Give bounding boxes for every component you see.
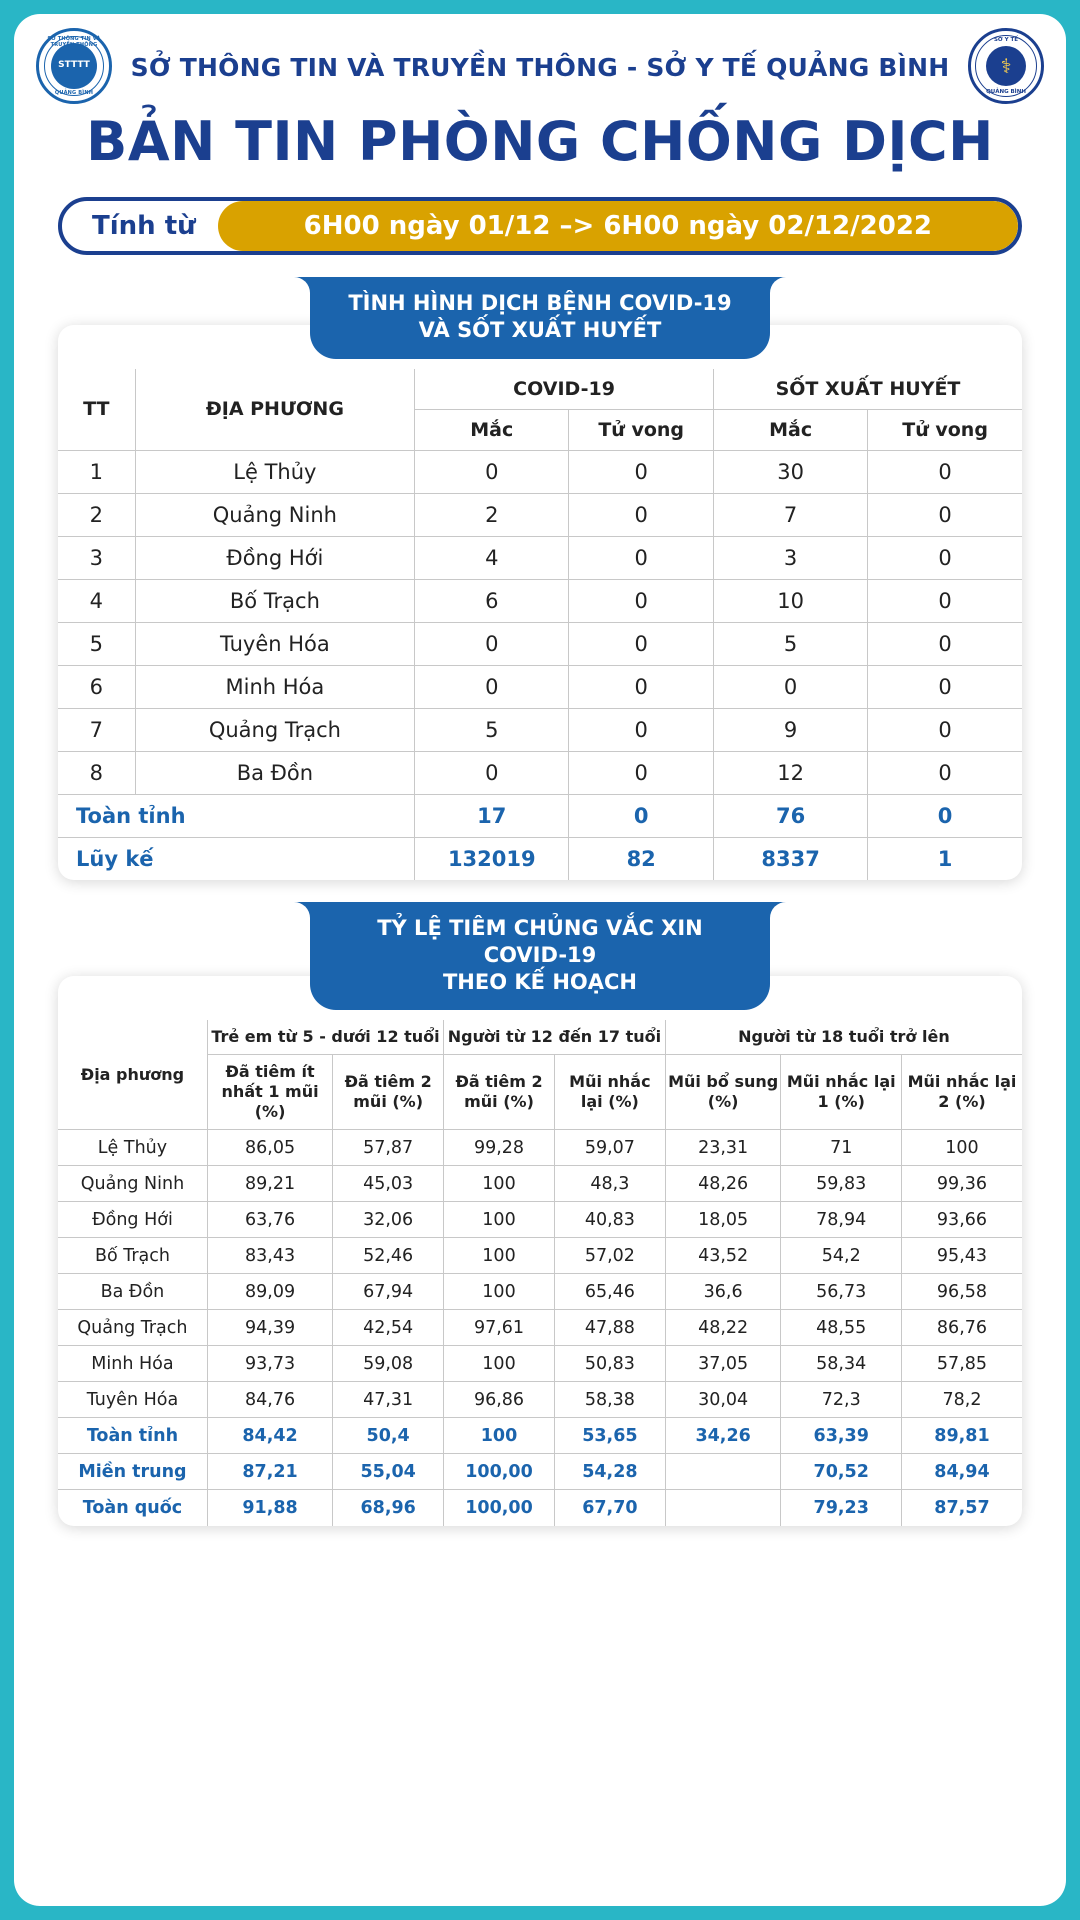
cell-locality: Tuyên Hóa: [58, 1382, 207, 1418]
cell-covid-deaths: 0: [569, 450, 714, 493]
bulletin-page: [14, 14, 1066, 1906]
table-header-row: [58, 369, 1022, 410]
cell-children-dose2: 45,03: [333, 1166, 444, 1202]
cell-adults-booster1: 71: [781, 1130, 902, 1166]
medical-caduceus-icon: ⚕: [986, 46, 1026, 86]
cell-locality: Quảng Ninh: [135, 493, 415, 536]
table-row-total-province: [58, 794, 1022, 837]
table-row: [58, 536, 1022, 579]
table-header-row: [58, 1020, 1022, 1055]
table-row-total-province: [58, 1418, 1022, 1454]
so-thong-tin-truyen-thong-logo: [36, 28, 112, 104]
cell-teens-dose2: 99,28: [444, 1130, 555, 1166]
cell-covid-cases: 2: [415, 493, 569, 536]
section1-banner-line2: VÀ SỐT XUẤT HUYẾT: [418, 317, 662, 342]
cell-teens-dose2: 100: [444, 1418, 555, 1454]
cell-adults-booster1: 54,2: [781, 1238, 902, 1274]
banner-notch-right: [770, 902, 796, 930]
cell-teens-booster: 48,3: [554, 1166, 665, 1202]
cell-children-dose1: 84,42: [207, 1418, 332, 1454]
th-group-children: Trẻ em từ 5 - dưới 12 tuổi: [207, 1020, 443, 1055]
table-row: [58, 450, 1022, 493]
cell-adults-additional: 36,6: [665, 1274, 781, 1310]
bottom-spacer: [14, 1526, 1066, 1906]
cell-teens-booster: 58,38: [554, 1382, 665, 1418]
cell-adults-booster2: 95,43: [901, 1238, 1022, 1274]
cell-adults-booster2: 78,2: [901, 1382, 1022, 1418]
logo-left-inner: STTTT: [51, 43, 97, 89]
cell-teens-booster: 47,88: [554, 1310, 665, 1346]
cell-dengue-cases: 0: [713, 665, 867, 708]
cell-dengue-deaths: 0: [868, 579, 1022, 622]
cell-locality: Quảng Trạch: [58, 1310, 207, 1346]
table-row: [58, 579, 1022, 622]
cell-adults-additional: 48,26: [665, 1166, 781, 1202]
th-locality: ĐỊA PHƯƠNG: [135, 369, 415, 451]
cell-covid-cases: 0: [415, 622, 569, 665]
cell-teens-booster: 40,83: [554, 1202, 665, 1238]
section2-banner-line2: THEO KẾ HOẠCH: [442, 969, 637, 994]
cell-locality: Minh Hóa: [58, 1346, 207, 1382]
cell-locality: Bố Trạch: [58, 1238, 207, 1274]
cell-dengue-cases: 5: [713, 622, 867, 665]
cell-cumulative-dengue-cases: 8337: [713, 837, 867, 880]
cell-adults-additional: 18,05: [665, 1202, 781, 1238]
logo-left-bottom-text: QUẢNG BÌNH: [54, 90, 94, 96]
table-row-cumulative: [58, 837, 1022, 880]
header-top-row: [36, 28, 1044, 104]
section-epidemic-situation: [58, 277, 1022, 880]
cell-adults-booster2: 89,81: [901, 1418, 1022, 1454]
section1-card: [58, 325, 1022, 880]
cell-cumulative-covid-cases: 132019: [415, 837, 569, 880]
table-body: [58, 1130, 1022, 1526]
cell-teens-dose2: 100: [444, 1238, 555, 1274]
cell-covid-deaths: 0: [569, 579, 714, 622]
cell-total-covid-cases: 17: [415, 794, 569, 837]
cell-adults-booster2: 84,94: [901, 1454, 1022, 1490]
cell-covid-cases: 6: [415, 579, 569, 622]
cell-teens-booster: 57,02: [554, 1238, 665, 1274]
cell-cumulative-dengue-deaths: 1: [868, 837, 1022, 880]
table-row: [58, 1274, 1022, 1310]
cell-adults-additional: [665, 1490, 781, 1526]
cell-teens-booster: 59,07: [554, 1130, 665, 1166]
logo-right-bottom-text: QUẢNG BÌNH: [986, 89, 1026, 95]
logo-ring: [975, 35, 1037, 97]
table-row-nationwide: [58, 1490, 1022, 1526]
th-children-dose2: Đã tiêm 2 mũi (%): [333, 1055, 444, 1130]
cell-dengue-deaths: 0: [868, 622, 1022, 665]
cell-children-dose2: 68,96: [333, 1490, 444, 1526]
cell-covid-deaths: 0: [569, 622, 714, 665]
cell-tt: 4: [58, 579, 135, 622]
cell-children-dose2: 57,87: [333, 1130, 444, 1166]
table-row: [58, 665, 1022, 708]
organization-title: SỞ THÔNG TIN VÀ TRUYỀN THÔNG - SỞ Y TẾ QUẢNG BÌNH: [130, 52, 950, 82]
cell-dengue-deaths: 0: [868, 751, 1022, 794]
cell-total-dengue-deaths: 0: [868, 794, 1022, 837]
th-teens-booster: Mũi nhắc lại (%): [554, 1055, 665, 1130]
cell-cumulative-covid-deaths: 82: [569, 837, 714, 880]
banner-notch-right: [770, 277, 796, 305]
cell-tt: 6: [58, 665, 135, 708]
cell-teens-booster: 50,83: [554, 1346, 665, 1382]
cell-adults-additional: 43,52: [665, 1238, 781, 1274]
cell-adults-booster1: 58,34: [781, 1346, 902, 1382]
cell-teens-dose2: 100: [444, 1274, 555, 1310]
cell-adults-booster2: 99,36: [901, 1166, 1022, 1202]
cell-dengue-deaths: 0: [868, 450, 1022, 493]
section-vaccination-rate: [58, 902, 1022, 1526]
cell-children-dose1: 86,05: [207, 1130, 332, 1166]
cell-adults-booster2: 86,76: [901, 1310, 1022, 1346]
cell-covid-cases: 0: [415, 751, 569, 794]
date-range-label: Tính từ: [92, 211, 196, 241]
cell-locality: Bố Trạch: [135, 579, 415, 622]
table-row-central-region: [58, 1454, 1022, 1490]
cell-locality: Quảng Trạch: [135, 708, 415, 751]
th-covid-group: COVID-19: [415, 369, 714, 410]
date-range-bar-wrap: [14, 197, 1066, 255]
th-adults-booster2: Mũi nhắc lại 2 (%): [901, 1055, 1022, 1130]
cell-adults-additional: 37,05: [665, 1346, 781, 1382]
cell-locality: Minh Hóa: [135, 665, 415, 708]
section1-banner-line1: TÌNH HÌNH DỊCH BỆNH COVID-19: [348, 291, 732, 315]
cell-covid-deaths: 0: [569, 708, 714, 751]
th-dengue-group: SỐT XUẤT HUYẾT: [713, 369, 1022, 410]
cell-locality: Ba Đồn: [58, 1274, 207, 1310]
cell-children-dose1: 87,21: [207, 1454, 332, 1490]
cell-total-label: Toàn tỉnh: [58, 794, 415, 837]
cell-children-dose2: 55,04: [333, 1454, 444, 1490]
cell-dengue-deaths: 0: [868, 493, 1022, 536]
cell-dengue-deaths: 0: [868, 665, 1022, 708]
table-row: [58, 1238, 1022, 1274]
section2-banner: [310, 902, 770, 1011]
cell-locality: Toàn quốc: [58, 1490, 207, 1526]
cell-teens-booster: 54,28: [554, 1454, 665, 1490]
cell-children-dose1: 84,76: [207, 1382, 332, 1418]
cell-children-dose2: 42,54: [333, 1310, 444, 1346]
table-row: [58, 751, 1022, 794]
th-adults-booster1: Mũi nhắc lại 1 (%): [781, 1055, 902, 1130]
cell-children-dose2: 47,31: [333, 1382, 444, 1418]
cell-children-dose1: 94,39: [207, 1310, 332, 1346]
cell-adults-booster1: 78,94: [781, 1202, 902, 1238]
cell-adults-booster1: 56,73: [781, 1274, 902, 1310]
cell-teens-dose2: 100,00: [444, 1454, 555, 1490]
date-range-value: 6H00 ngày 01/12 –> 6H00 ngày 02/12/2022: [218, 201, 1018, 251]
cell-adults-additional: [665, 1454, 781, 1490]
cell-locality: Ba Đồn: [135, 751, 415, 794]
cell-tt: 1: [58, 450, 135, 493]
cell-dengue-cases: 12: [713, 751, 867, 794]
th-tt: TT: [58, 369, 135, 451]
cell-dengue-cases: 30: [713, 450, 867, 493]
cell-adults-booster1: 48,55: [781, 1310, 902, 1346]
cell-teens-dose2: 100,00: [444, 1490, 555, 1526]
cell-adults-booster2: 96,58: [901, 1274, 1022, 1310]
cell-teens-dose2: 100: [444, 1346, 555, 1382]
th-group-teens: Người từ 12 đến 17 tuổi: [444, 1020, 666, 1055]
section1-banner: [310, 277, 770, 359]
cell-children-dose1: 89,21: [207, 1166, 332, 1202]
cell-dengue-cases: 3: [713, 536, 867, 579]
th-covid-cases: Mắc: [415, 409, 569, 450]
cell-locality: Toàn tỉnh: [58, 1418, 207, 1454]
cell-children-dose2: 32,06: [333, 1202, 444, 1238]
cell-teens-dose2: 96,86: [444, 1382, 555, 1418]
th-covid-deaths: Tử vong: [569, 409, 714, 450]
cell-adults-booster2: 57,85: [901, 1346, 1022, 1382]
cell-teens-booster: 65,46: [554, 1274, 665, 1310]
date-range-bar: [58, 197, 1022, 255]
table-row: [58, 1382, 1022, 1418]
banner-notch-left: [284, 902, 310, 930]
cell-covid-deaths: 0: [569, 493, 714, 536]
th-teens-dose2: Đã tiêm 2 mũi (%): [444, 1055, 555, 1130]
cell-covid-deaths: 0: [569, 536, 714, 579]
table-row: [58, 708, 1022, 751]
cell-children-dose2: 52,46: [333, 1238, 444, 1274]
table-row: [58, 493, 1022, 536]
vaccination-table: [58, 1020, 1022, 1526]
cell-dengue-deaths: 0: [868, 536, 1022, 579]
table-row: [58, 1346, 1022, 1382]
cell-children-dose1: 91,88: [207, 1490, 332, 1526]
logo-right-top-text: SỞ Y TẾ: [993, 37, 1019, 43]
cell-locality: Lệ Thủy: [135, 450, 415, 493]
cell-covid-deaths: 0: [569, 665, 714, 708]
covid-dengue-table: [58, 369, 1022, 880]
table-body: [58, 450, 1022, 880]
th-dengue-deaths: Tử vong: [868, 409, 1022, 450]
table-row: [58, 622, 1022, 665]
th-locality: Địa phương: [58, 1020, 207, 1130]
cell-covid-cases: 4: [415, 536, 569, 579]
table-head: [58, 1020, 1022, 1130]
page-header: [14, 14, 1066, 179]
table-row: [58, 1166, 1022, 1202]
so-y-te-logo: [968, 28, 1044, 104]
cell-dengue-cases: 10: [713, 579, 867, 622]
cell-tt: 8: [58, 751, 135, 794]
table-row: [58, 1310, 1022, 1346]
cell-dengue-cases: 9: [713, 708, 867, 751]
cell-locality: Lệ Thủy: [58, 1130, 207, 1166]
cell-children-dose1: 89,09: [207, 1274, 332, 1310]
cell-adults-booster2: 100: [901, 1130, 1022, 1166]
cell-adults-booster1: 72,3: [781, 1382, 902, 1418]
cell-children-dose2: 50,4: [333, 1418, 444, 1454]
page-title: BẢN TIN PHÒNG CHỐNG DỊCH: [86, 110, 994, 173]
cell-children-dose1: 83,43: [207, 1238, 332, 1274]
cell-children-dose1: 63,76: [207, 1202, 332, 1238]
cell-covid-cases: 0: [415, 450, 569, 493]
cell-teens-booster: 53,65: [554, 1418, 665, 1454]
cell-locality: Tuyên Hóa: [135, 622, 415, 665]
logo-left-top-text: SỞ THÔNG TIN VÀ TRUYỀN THÔNG: [47, 36, 101, 48]
th-children-dose1: Đã tiêm ít nhất 1 mũi (%): [207, 1055, 332, 1130]
cell-tt: 7: [58, 708, 135, 751]
th-group-adults: Người từ 18 tuổi trở lên: [665, 1020, 1022, 1055]
cell-locality: Đồng Hới: [135, 536, 415, 579]
cell-adults-additional: 34,26: [665, 1418, 781, 1454]
table-head: [58, 369, 1022, 451]
cell-tt: 5: [58, 622, 135, 665]
cell-cumulative-label: Lũy kế: [58, 837, 415, 880]
cell-adults-additional: 23,31: [665, 1130, 781, 1166]
cell-teens-dose2: 100: [444, 1166, 555, 1202]
cell-adults-additional: 48,22: [665, 1310, 781, 1346]
cell-covid-deaths: 0: [569, 751, 714, 794]
cell-children-dose2: 67,94: [333, 1274, 444, 1310]
cell-locality: Miền trung: [58, 1454, 207, 1490]
cell-adults-booster1: 59,83: [781, 1166, 902, 1202]
banner-notch-left: [284, 277, 310, 305]
cell-children-dose1: 93,73: [207, 1346, 332, 1382]
cell-adults-booster1: 70,52: [781, 1454, 902, 1490]
table-row: [58, 1202, 1022, 1238]
cell-covid-cases: 0: [415, 665, 569, 708]
cell-teens-dose2: 100: [444, 1202, 555, 1238]
table-row: [58, 1130, 1022, 1166]
cell-covid-cases: 5: [415, 708, 569, 751]
cell-adults-additional: 30,04: [665, 1382, 781, 1418]
cell-locality: Đồng Hới: [58, 1202, 207, 1238]
cell-teens-booster: 67,70: [554, 1490, 665, 1526]
cell-adults-booster2: 93,66: [901, 1202, 1022, 1238]
cell-total-dengue-cases: 76: [713, 794, 867, 837]
th-adults-additional: Mũi bổ sung (%): [665, 1055, 781, 1130]
cell-teens-dose2: 97,61: [444, 1310, 555, 1346]
cell-dengue-deaths: 0: [868, 708, 1022, 751]
cell-locality: Quảng Ninh: [58, 1166, 207, 1202]
cell-children-dose2: 59,08: [333, 1346, 444, 1382]
cell-adults-booster1: 79,23: [781, 1490, 902, 1526]
cell-adults-booster2: 87,57: [901, 1490, 1022, 1526]
cell-dengue-cases: 7: [713, 493, 867, 536]
section2-banner-line1: TỶ LỆ TIÊM CHỦNG VẮC XIN COVID-19: [377, 915, 703, 967]
cell-tt: 2: [58, 493, 135, 536]
section2-card: [58, 976, 1022, 1526]
th-dengue-cases: Mắc: [713, 409, 867, 450]
cell-total-covid-deaths: 0: [569, 794, 714, 837]
cell-adults-booster1: 63,39: [781, 1418, 902, 1454]
cell-tt: 3: [58, 536, 135, 579]
